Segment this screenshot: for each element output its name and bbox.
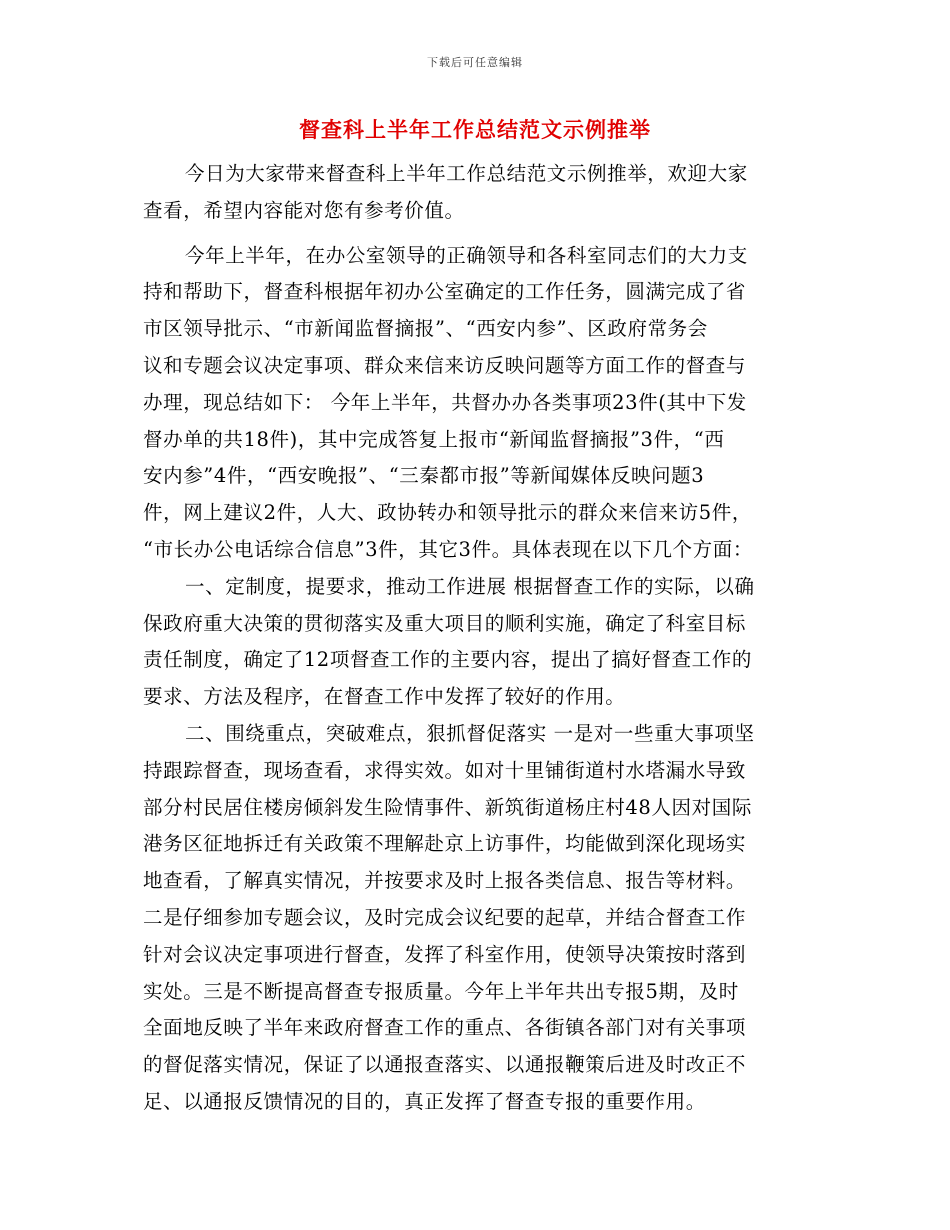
body-line: 件，网上建议2件，人大、政协转办和领导批示的群众来信来访5件， bbox=[143, 501, 752, 525]
body-line: 安内参”4件，“西安晚报”、“三秦都市报”等新闻媒体反映问题3 bbox=[143, 464, 705, 488]
body-line: 议和专题会议决定事项、群众来信来访反映问题等方面工作的督查与 bbox=[143, 353, 747, 377]
body-line: 二是仔细参加专题会议，及时完成会议纪要的起草，并结合督查工作 bbox=[143, 905, 747, 929]
document-title: 督查科上半年工作总结范文示例推举 bbox=[299, 117, 651, 142]
body-line: 今日为大家带来督查科上半年工作总结范文示例推举，欢迎大家 bbox=[185, 162, 748, 185]
body-line: “市长办公电话综合信息”3件，其它3件。具体表现在以下几个方面： bbox=[143, 537, 753, 561]
body-line: 持和帮助下，督查科根据年初办公室确定的工作任务，圆满完成了省 bbox=[143, 280, 747, 304]
body-line: 市区领导批示、“市新闻监督摘报”、“西安内参”、区政府常务会 bbox=[143, 317, 708, 341]
body-line: 二、围绕重点，突破难点，狠抓督促落实 一是对一些重大事项坚 bbox=[185, 721, 755, 745]
body-line: 保政府重大决策的贯彻落实及重大项目的顺利实施，确定了科室目标 bbox=[143, 611, 747, 635]
body-line: 一、定制度，提要求，推动工作进展 根据督查工作的实际，以确 bbox=[185, 574, 755, 598]
body-line: 查看，希望内容能对您有参考价值。 bbox=[143, 198, 465, 222]
body-line: 实处。三是不断提高督查专报质量。今年上半年共出专报5期，及时 bbox=[143, 979, 739, 1003]
header-note: 下载后可任意编辑 bbox=[427, 56, 523, 69]
body-line: 办理，现总结如下： 今年上半年，共督办办各类事项23件(其中下发 bbox=[143, 390, 747, 414]
body-line: 责任制度，确定了12项督查工作的主要内容，提出了搞好督查工作的 bbox=[143, 648, 752, 672]
body-line: 全面地反映了半年来政府督查工作的重点、各街镇各部门对有关事项 bbox=[143, 1016, 747, 1040]
body-line: 部分村民居住楼房倾斜发生险情事件、新筑街道杨庄村48人因对国际 bbox=[143, 795, 752, 819]
document-body bbox=[143, 156, 808, 1121]
body-line: 地查看，了解真实情况，并按要求及时上报各类信息、报告等材料。 bbox=[143, 869, 747, 893]
body-line: 今年上半年，在办公室领导的正确领导和各科室同志们的大力支 bbox=[185, 243, 748, 267]
body-line: 的督促落实情况，保证了以通报查落实、以通报鞭策后进及时改正不 bbox=[143, 1053, 747, 1077]
body-line: 针对会议决定事项进行督查，发挥了科室作用，使领导决策按时落到 bbox=[143, 942, 747, 966]
body-line: 督办单的共18件)，其中完成答复上报市“新闻监督摘报”3件，“西 bbox=[143, 427, 725, 451]
body-line: 要求、方法及程序，在督查工作中发挥了较好的作用。 bbox=[143, 685, 626, 709]
body-line: 持跟踪督查，现场查看，求得实效。如对十里铺街道村水塔漏水导致 bbox=[143, 758, 747, 782]
body-line: 足、以通报反馈情况的目的，真正发挥了督查专报的重要作用。 bbox=[143, 1089, 706, 1113]
body-line: 港务区征地拆迁有关政策不理解赴京上访事件，均能做到深化现场实 bbox=[143, 832, 747, 856]
